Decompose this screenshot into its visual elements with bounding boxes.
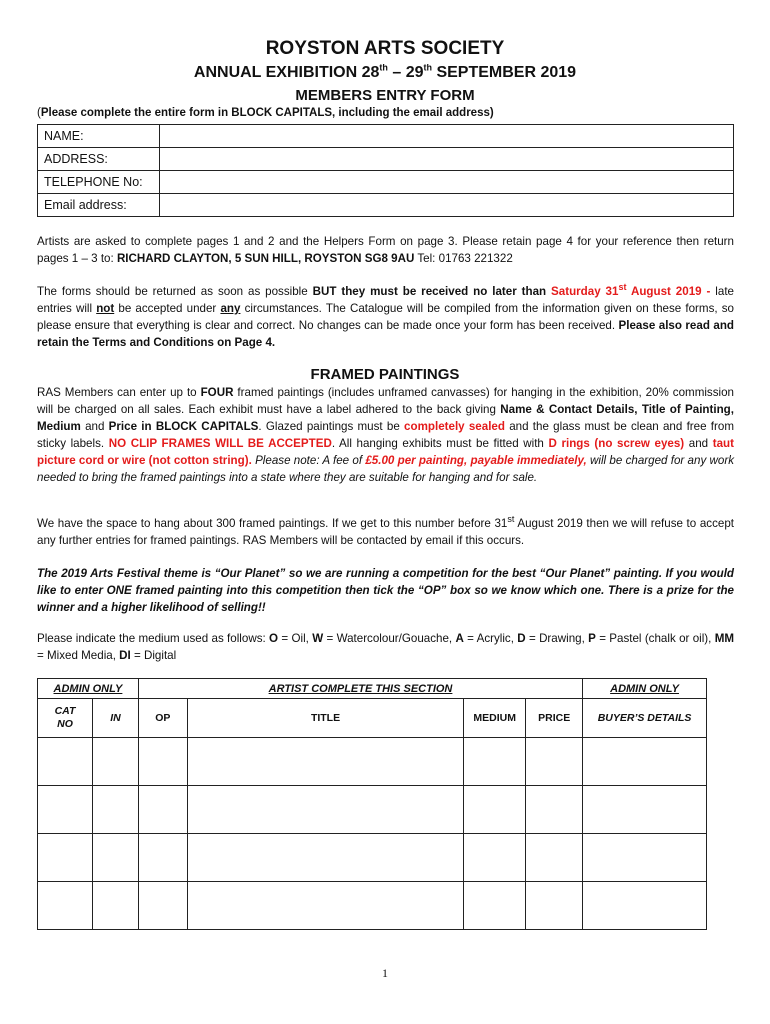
- society-title: ROYSTON ARTS SOCIETY: [265, 38, 505, 59]
- medium-cell[interactable]: [464, 882, 526, 930]
- admin-only-header-left: ADMIN ONLY: [38, 679, 139, 699]
- medium-cell[interactable]: [464, 834, 526, 882]
- block-capitals-note: (Please complete the entire form in BLOCK CAPITALS, including the email address): [37, 107, 494, 119]
- title-cell[interactable]: [187, 738, 463, 786]
- entry-row: [38, 882, 707, 930]
- price-cell[interactable]: [526, 834, 583, 882]
- space-paragraph: We have the space to hang about 300 framed paintings. If we get to this number before 31st August 2019 then we will refuse to accept any further entries for framed paintings. RAS Members will be contacted by email if this occurs.: [37, 514, 734, 547]
- member-details-table: [37, 124, 734, 217]
- title-cell[interactable]: [187, 882, 463, 930]
- col-cat-no: CAT NO: [38, 699, 93, 738]
- in-cell[interactable]: [92, 882, 138, 930]
- col-title: TITLE: [187, 699, 463, 738]
- entry-row: [38, 786, 707, 834]
- entry-row: [38, 738, 707, 786]
- in-cell[interactable]: [92, 738, 138, 786]
- medium-key-paragraph: Please indicate the medium used as follows: O = Oil, W = Watercolour/Gouache, A = Acrylic, D = Drawing, P = Pastel (chalk or oil), MM = Mixed Media, DI = Digital: [37, 632, 735, 662]
- cat-no-cell[interactable]: [38, 882, 93, 930]
- address-field[interactable]: [160, 148, 734, 171]
- price-cell[interactable]: [526, 786, 583, 834]
- return-instructions: Artists are asked to complete pages 1 and 2 and the Helpers Form on page 3. Please retain page 4 for your reference then return pages 1 – 3 to: RICHARD CLAYTON, 5 SUN HILL, ROYSTON SG8 9AU Tel: 01763 221322: [37, 235, 734, 265]
- name-label: NAME:: [38, 125, 160, 148]
- col-buyers-details: BUYER’S DETAILS: [583, 699, 707, 738]
- telephone-field[interactable]: [160, 171, 734, 194]
- artist-section-header: ARTIST COMPLETE THIS SECTION: [138, 679, 582, 699]
- medium-cell[interactable]: [464, 786, 526, 834]
- email-field[interactable]: [160, 194, 734, 217]
- cat-no-cell[interactable]: [38, 738, 93, 786]
- email-label: Email address:: [38, 194, 160, 217]
- cat-no-cell[interactable]: [38, 834, 93, 882]
- col-price: PRICE: [526, 699, 583, 738]
- festival-theme-paragraph: The 2019 Arts Festival theme is “Our Planet” so we are running a competition for the best “Our Planet” painting. If you would like to enter ONE framed painting into this competition then tick the “OP” box so we know which one. There is a prize for the winner and a higher likelihood of selling!!: [37, 567, 734, 614]
- buyer-cell[interactable]: [583, 738, 707, 786]
- in-cell[interactable]: [92, 786, 138, 834]
- buyer-cell[interactable]: [583, 786, 707, 834]
- address-label: ADDRESS:: [38, 148, 160, 171]
- admin-only-header-right: ADMIN ONLY: [583, 679, 707, 699]
- deadline-paragraph: The forms should be returned as soon as possible BUT they must be received no later than Saturday 31st August 2019 - late entries will not be accepted under any circumstances. The Catalogue will be compiled from the information given on these forms, so please ensure that everything is clear and correct. No changes can be made once your form has been received. Please also read and retain the Terms and Conditions on Page 4.: [37, 282, 734, 349]
- price-cell[interactable]: [526, 738, 583, 786]
- in-cell[interactable]: [92, 834, 138, 882]
- col-medium: MEDIUM: [464, 699, 526, 738]
- title-cell[interactable]: [187, 834, 463, 882]
- exhibition-title: ANNUAL EXHIBITION 28th – 29th SEPTEMBER 2019: [193, 62, 577, 81]
- op-cell[interactable]: [138, 786, 187, 834]
- framed-paintings-rules: RAS Members can enter up to FOUR framed paintings (includes unframed canvasses) for hanging in the exhibition, 20% commission will be charged on all sales. Each exhibit must have a label adhered to the back giving Name & Contact Details, Title of Painting, Medium and Price in BLOCK CAPITALS. Glazed paintings must be completely sealed and the glass must be clean and free from sticky labels. NO CLIP FRAMES WILL BE ACCEPTED. All hanging exhibits must be fitted with D rings (no screw eyes) and taut picture cord or wire (not cotton string). Please note: A fee of £5.00 per painting, payable immediately, will be charged for any work needed to bring the framed paintings into a state where they are suitable for hanging and for sale.: [37, 386, 734, 484]
- buyer-cell[interactable]: [583, 882, 707, 930]
- op-cell[interactable]: [138, 738, 187, 786]
- name-field[interactable]: [160, 125, 734, 148]
- col-in: IN: [92, 699, 138, 738]
- page-number: 1: [382, 966, 388, 980]
- title-cell[interactable]: [187, 786, 463, 834]
- form-title: MEMBERS ENTRY FORM: [295, 87, 475, 104]
- cat-no-cell[interactable]: [38, 786, 93, 834]
- medium-cell[interactable]: [464, 738, 526, 786]
- entry-row: [38, 834, 707, 882]
- col-op: OP: [138, 699, 187, 738]
- op-cell[interactable]: [138, 882, 187, 930]
- price-cell[interactable]: [526, 882, 583, 930]
- entries-table: [37, 678, 707, 930]
- telephone-label: TELEPHONE No:: [38, 171, 160, 194]
- framed-paintings-heading: FRAMED PAINTINGS: [310, 366, 460, 383]
- op-cell[interactable]: [138, 834, 187, 882]
- buyer-cell[interactable]: [583, 834, 707, 882]
